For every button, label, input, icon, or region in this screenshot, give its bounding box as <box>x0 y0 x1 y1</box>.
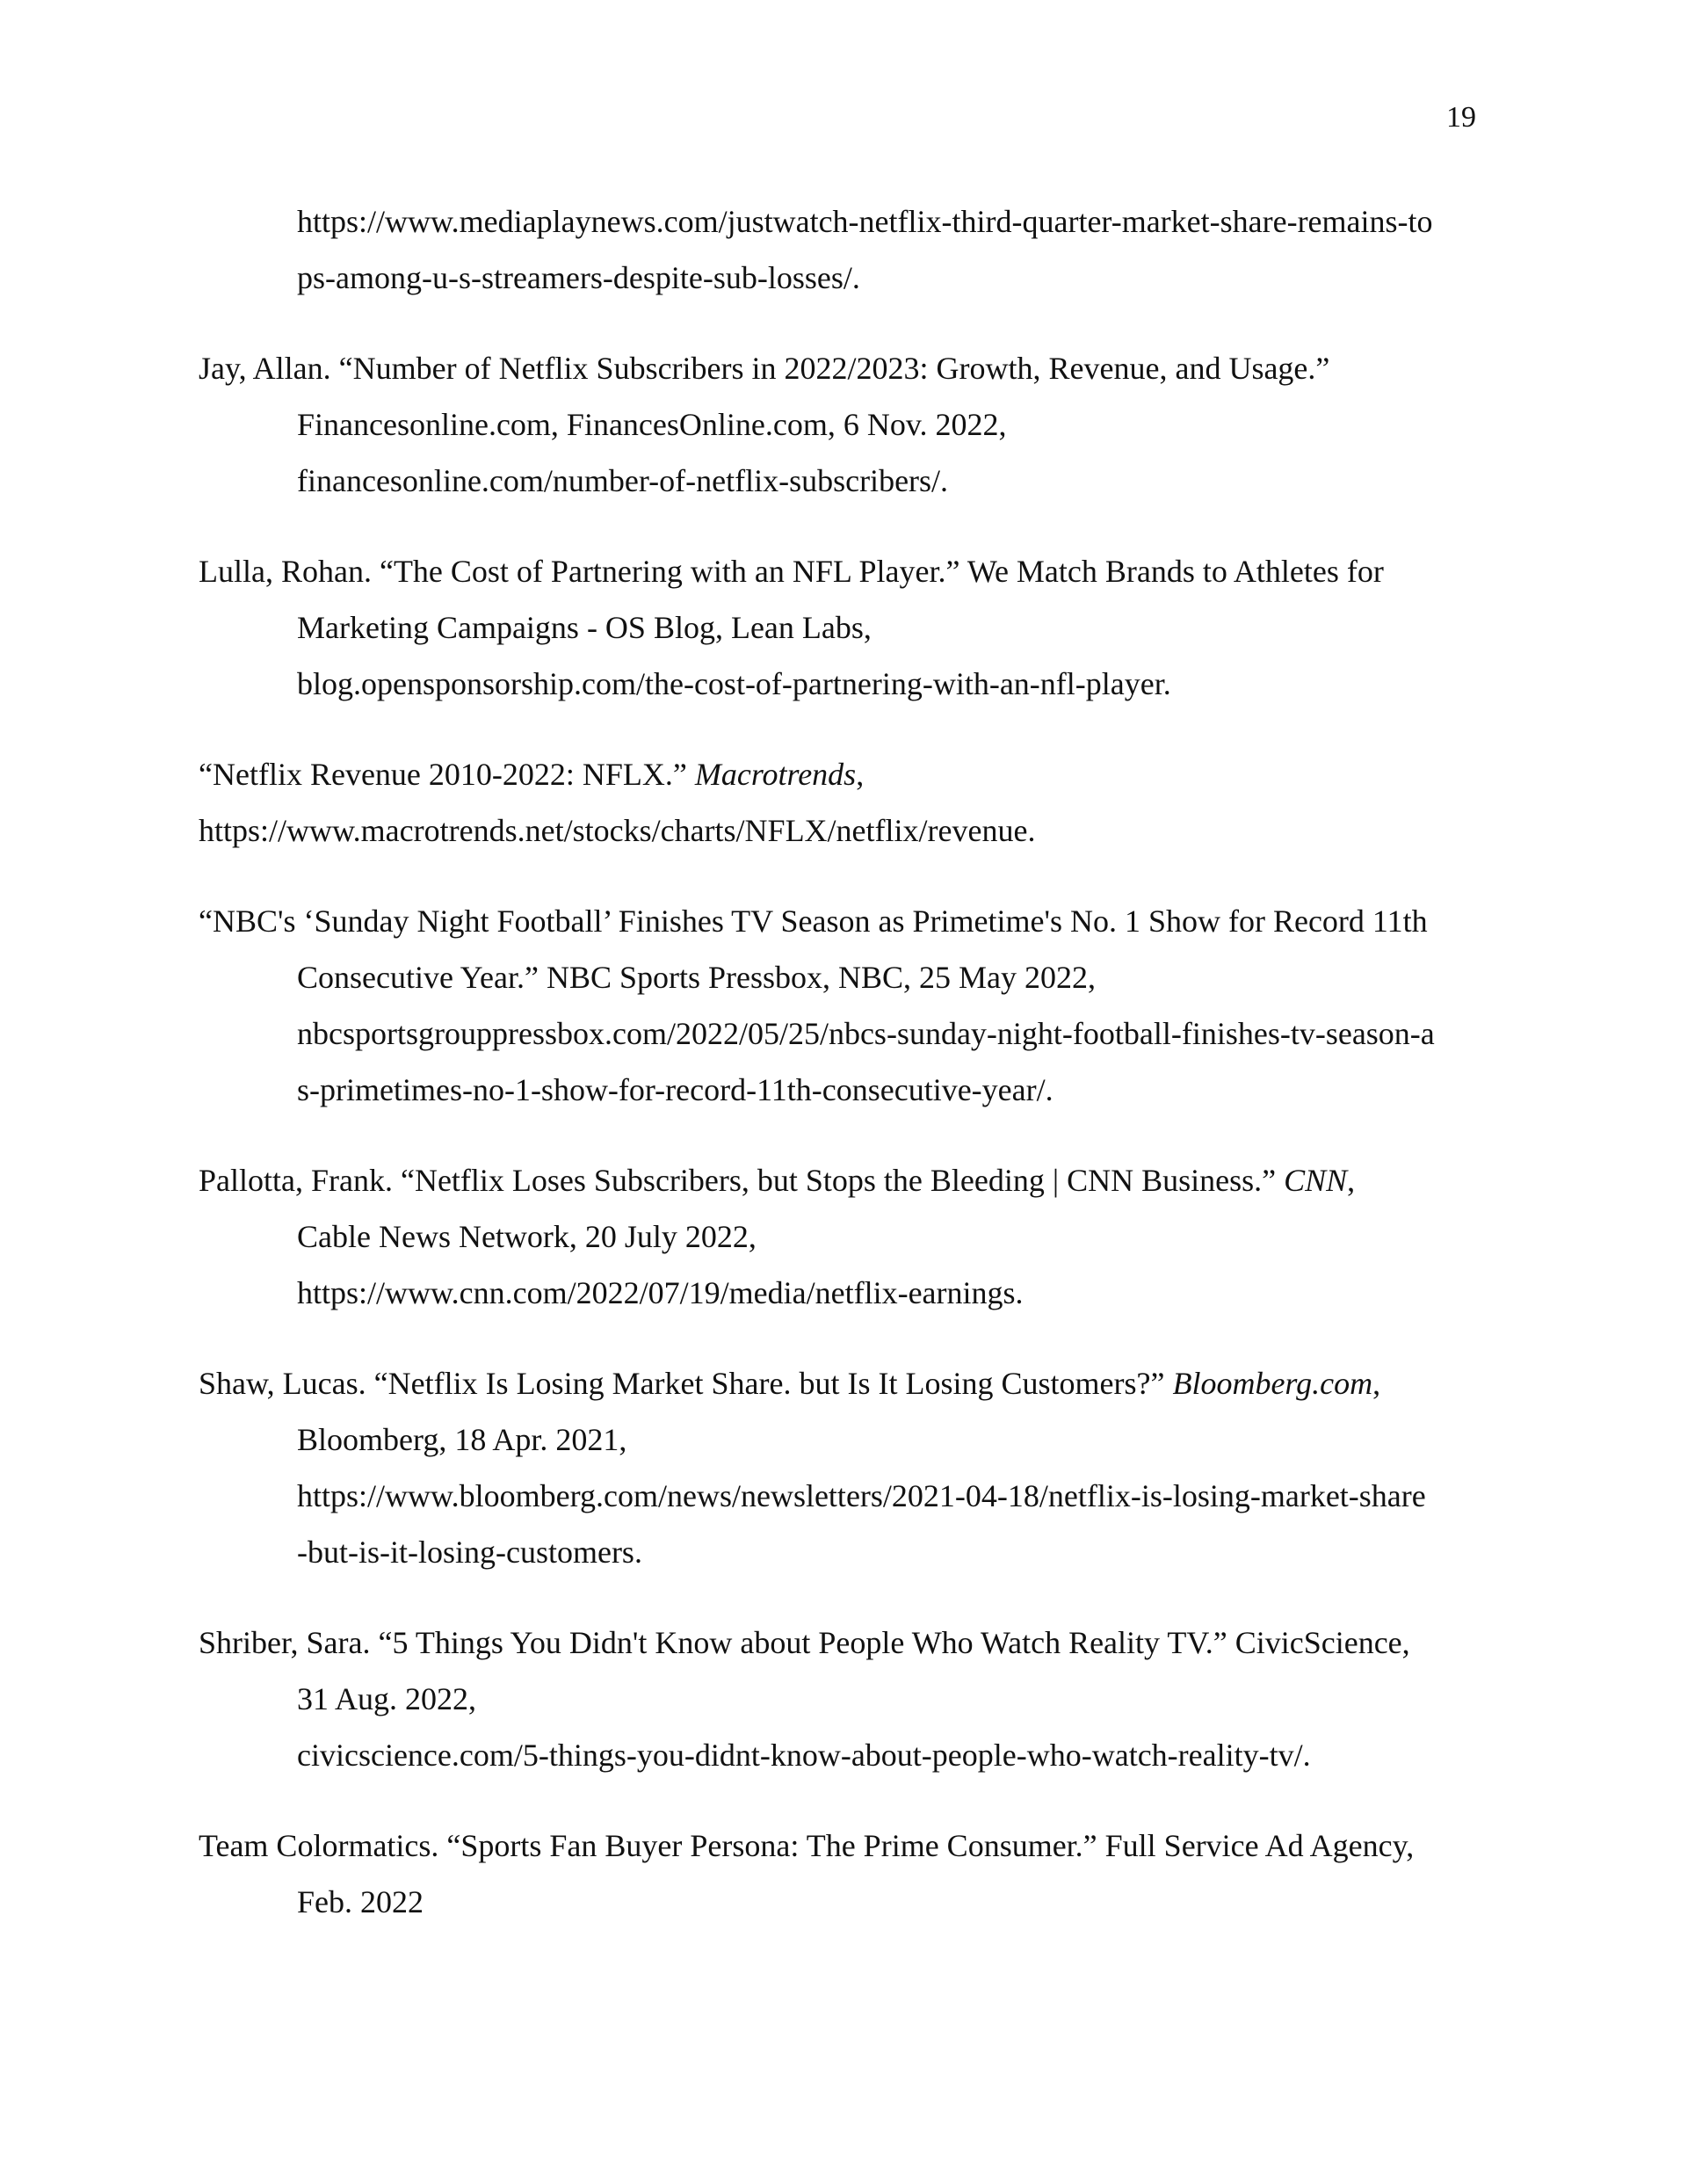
reference-line <box>199 746 1490 802</box>
reference-entry <box>199 746 1490 859</box>
reference-line: Jay, Allan. “Number of Netflix Subscribers in 2022/2023: Growth, Revenue, and Usage.” <box>199 351 1330 386</box>
reference-line: nbcsportsgrouppressbox.com/2022/05/25/nbcs-sunday-night-football-finishes-tv-season-a <box>297 1016 1435 1051</box>
reference-line: https://www.bloomberg.com/news/newsletters/2021-04-18/netflix-is-losing-market-share <box>297 1478 1426 1513</box>
reference-entry <box>199 193 1490 306</box>
works-cited-list <box>199 193 1490 1964</box>
reference-entry <box>199 1818 1490 1930</box>
reference-text: , <box>1347 1163 1356 1198</box>
reference-entry <box>199 1152 1490 1321</box>
page-number: 19 <box>1446 101 1476 134</box>
reference-line: “NBC's ‘Sunday Night Football’ Finishes TV Season as Primetime's No. 1 Show for Record 11th <box>199 903 1428 939</box>
reference-line: Cable News Network, 20 July 2022, <box>297 1219 757 1254</box>
reference-line: https://www.cnn.com/2022/07/19/media/netflix-earnings. <box>297 1275 1024 1310</box>
reference-line: Bloomberg, 18 Apr. 2021, <box>297 1422 627 1457</box>
reference-line: 31 Aug. 2022, <box>297 1681 477 1716</box>
reference-text: Pallotta, Frank. “Netflix Loses Subscribers, but Stops the Bleeding | CNN Business.” <box>199 1163 1285 1198</box>
reference-line: civicscience.com/5-things-you-didnt-know-about-people-who-watch-reality-tv/. <box>297 1738 1311 1773</box>
reference-line: Lulla, Rohan. “The Cost of Partnering with an NFL Player.” We Match Brands to Athletes for <box>199 554 1384 589</box>
reference-text: , <box>1372 1366 1381 1401</box>
reference-text: “Netflix Revenue 2010-2022: NFLX.” <box>199 757 695 792</box>
reference-entry <box>199 1614 1490 1783</box>
reference-line <box>199 1355 1490 1411</box>
reference-line: ps-among-u-s-streamers-despite-sub-losses/. <box>297 260 860 295</box>
reference-line <box>199 1152 1490 1208</box>
reference-text: Shaw, Lucas. “Netflix Is Losing Market Share. but Is It Losing Customers?” <box>199 1366 1173 1401</box>
reference-line: s-primetimes-no-1-show-for-record-11th-consecutive-year/. <box>297 1072 1053 1107</box>
reference-line: https://www.macrotrends.net/stocks/charts/NFLX/netflix/revenue. <box>199 813 1036 848</box>
reference-entry <box>199 543 1490 712</box>
reference-line: Marketing Campaigns - OS Blog, Lean Labs, <box>297 610 872 645</box>
source-title: CNN <box>1284 1163 1348 1198</box>
reference-line: Feb. 2022 <box>297 1884 424 1919</box>
reference-line: Financesonline.com, FinancesOnline.com, 6 Nov. 2022, <box>297 407 1007 442</box>
reference-line: -but-is-it-losing-customers. <box>297 1535 642 1570</box>
source-title: Bloomberg.com <box>1172 1366 1373 1401</box>
reference-line: Consecutive Year.” NBC Sports Pressbox, NBC, 25 May 2022, <box>297 960 1097 995</box>
reference-text: , <box>856 757 865 792</box>
reference-line: blog.opensponsorship.com/the-cost-of-partnering-with-an-nfl-player. <box>297 666 1171 701</box>
reference-entry <box>199 893 1490 1118</box>
reference-line: https://www.mediaplaynews.com/justwatch-netflix-third-quarter-market-share-remains-to <box>297 204 1433 239</box>
reference-line: Team Colormatics. “Sports Fan Buyer Persona: The Prime Consumer.” Full Service Ad Agency, <box>199 1828 1415 1863</box>
reference-line: financesonline.com/number-of-netflix-subscribers/. <box>297 463 949 498</box>
reference-entry <box>199 1355 1490 1580</box>
reference-line: Shriber, Sara. “5 Things You Didn't Know about People Who Watch Reality TV.” CivicScience, <box>199 1625 1410 1660</box>
reference-entry <box>199 340 1490 509</box>
source-title: Macrotrends <box>694 757 857 792</box>
